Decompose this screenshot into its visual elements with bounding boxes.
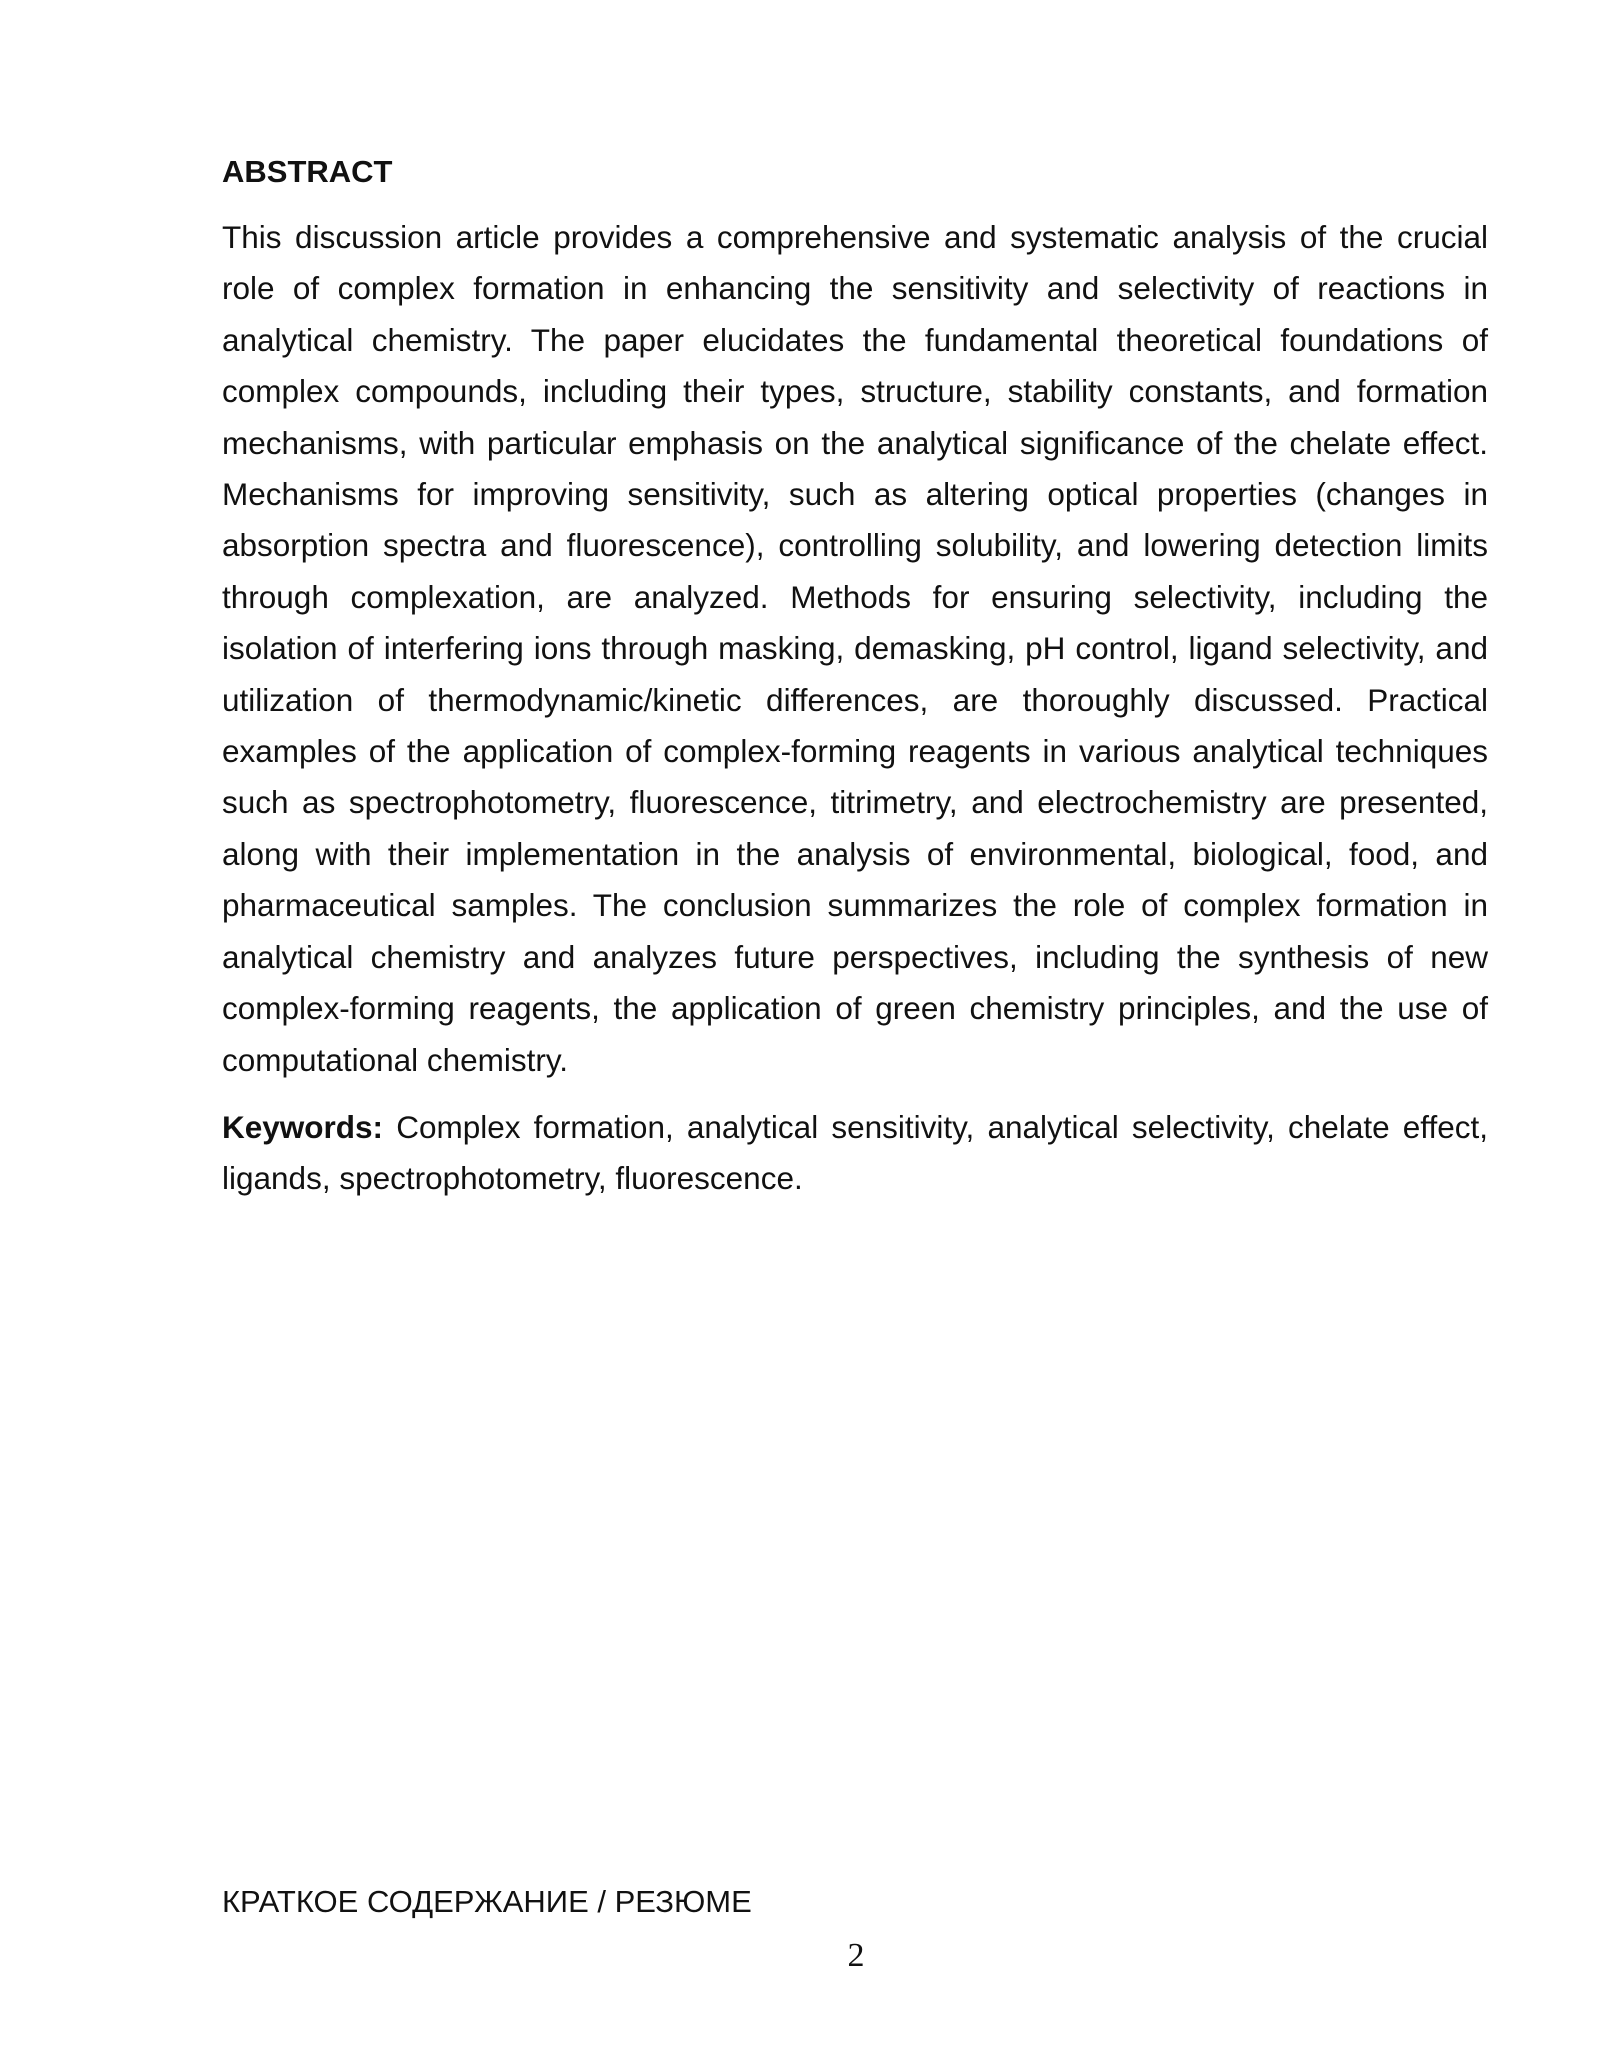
page-number: 2 [847,1937,865,1974]
abstract-heading: ABSTRACT [222,154,393,189]
abstract-body: This discussion article provides a comprehensive and systematic analysis of the crucial role of complex formation in enhancing the sensitivity and selectivity of reactions in analytical chemistry. The paper elucidates the fundamental theoretical foundations of complex compounds, including their types, structure, stability constants, and formation mechanisms, with particular emphasis on the analytical significance of the chelate effect. Mechanisms for improving sensitivity, such as altering optical properties (changes in absorption spectra and fluorescence), controlling solubility, and lowering detection limits through complexation, are analyzed. Methods for ensuring selectivity, including the isolation of interfering ions through masking, demasking, pH control, ligand selectivity, and utilization of thermodynamic/kinetic differences, are thoroughly discussed. Practical examples of the application of complex-forming reagents in various analytical techniques such as spectrophotometry, fluorescence, titrimetry, and electrochemistry are presented, along with their implementation in the analysis of environmental, biological, food, and pharmaceutical samples. The conclusion summarizes the role of complex formation in analytical chemistry and analyzes future perspectives, including the synthesis of new complex-forming reagents, the application of green chemistry principles, and the use of computational chemistry. [222,219,1488,1078]
keywords-paragraph [222,1102,1488,1205]
russian-summary-heading: КРАТКОЕ СОДЕРЖАНИЕ / РЕЗЮМЕ [222,1884,752,1919]
keywords-text: Complex formation, analytical sensitivity, analytical selectivity, chelate effect, ligands, spectrophotometry, fluorescence. [222,1108,1488,1197]
abstract-section [222,148,1488,1205]
keywords-label: Keywords: [222,1108,384,1145]
